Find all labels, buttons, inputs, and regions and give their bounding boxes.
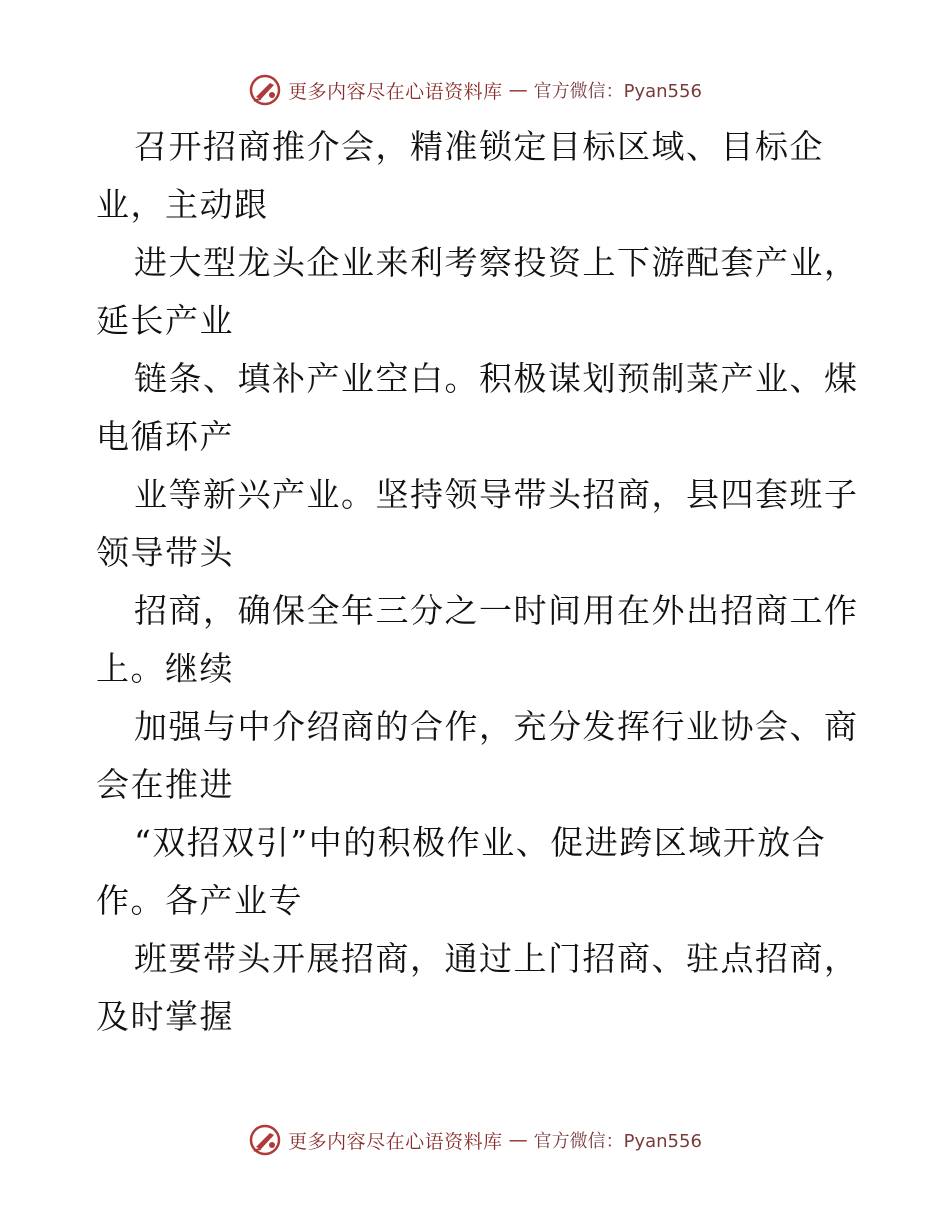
line-second-part: 业，主动跟 xyxy=(96,185,269,224)
document-line-5 xyxy=(96,582,866,698)
document-body xyxy=(96,118,866,1046)
document-line-3 xyxy=(96,350,866,466)
line-second-part: 电循环产 xyxy=(96,417,234,456)
document-line-2 xyxy=(96,234,866,350)
watermark-separator: — xyxy=(508,1129,528,1151)
line-first-part: 加强与中介绍商的合作，充分发挥行业协会、商 xyxy=(134,707,859,746)
line-second-part: 领导带头 xyxy=(96,533,234,572)
document-line-1 xyxy=(96,118,866,234)
line-second-part: 作。各产业专 xyxy=(96,881,303,920)
quill-pen-logo-icon xyxy=(248,1123,282,1157)
watermark-separator: — xyxy=(508,79,528,101)
line-second-part: 及时掌握 xyxy=(96,997,234,1036)
line-first-part: 召开招商推介会，精准锁定目标区域、目标企 xyxy=(134,127,824,166)
line-first-part: 业等新兴产业。坚持领导带头招商，县四套班子 xyxy=(134,475,859,514)
line-second-part: 会在推进 xyxy=(96,765,234,804)
header-watermark xyxy=(0,70,950,110)
document-line-8 xyxy=(96,930,866,1046)
line-first-part: 链条、填补产业空白。积极谋划预制菜产业、煤 xyxy=(134,359,859,398)
line-second-part: 延长产业 xyxy=(96,301,234,340)
document-line-7 xyxy=(96,814,866,930)
line-first-part: 班要带头开展招商，通过上门招商、驻点招商， xyxy=(134,939,859,978)
line-first-part: 招商，确保全年三分之一时间用在外出招商工作 xyxy=(134,591,859,630)
line-first-part: “双招双引”中的积极作业、促进跨区域开放合 xyxy=(134,823,827,862)
watermark-wechat-text: 官方微信：Pyan556 xyxy=(533,81,702,102)
document-line-6 xyxy=(96,698,866,814)
footer-watermark xyxy=(0,1120,950,1160)
document-line-4 xyxy=(96,466,866,582)
watermark-brand-text: 更多内容尽在心语资料库 xyxy=(288,80,503,103)
line-second-part: 上。继续 xyxy=(96,649,234,688)
quill-pen-logo-icon xyxy=(248,73,282,107)
watermark-wechat-text: 官方微信：Pyan556 xyxy=(533,1131,702,1152)
watermark-brand-text: 更多内容尽在心语资料库 xyxy=(288,1130,503,1153)
line-first-part: 进大型龙头企业来利考察投资上下游配套产业， xyxy=(134,243,859,282)
